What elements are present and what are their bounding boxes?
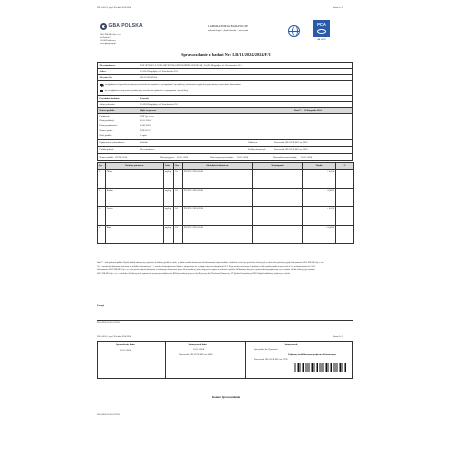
col-req: Wymagania <box>253 163 303 170</box>
row-method: PN-EN 17053:2018 <box>183 207 253 226</box>
start-label: Data rozpoczęcia badań: <box>210 155 234 159</box>
receiver-value: Pracownik GBA POLSKA nr 2032 <box>274 141 308 145</box>
row-method: PN-EN 17053:2018 <box>183 170 253 189</box>
detail-value: NAT/05/11 <box>140 128 151 132</box>
package-row <box>98 140 352 147</box>
sample-dates-row <box>98 154 352 162</box>
detail-value: 14.05.2025 <box>140 124 151 128</box>
company-logo-text: GBA POLSKA <box>108 23 143 29</box>
checked-label: Sprawdzenie dnia: <box>116 343 136 346</box>
authorized-by: Pracownik GBA POLSKA nr 2086 <box>179 353 213 356</box>
company-line: ul. Kotsisa 8 <box>100 37 111 39</box>
detail-value: 05.11.2024 <box>140 119 151 123</box>
approved-role: Specjalista ds. Żywności <box>254 348 278 351</box>
end-value: 26-11-2024 <box>301 155 313 159</box>
delivery-row <box>98 147 352 154</box>
lab-title: LABORATORIA BADAWCZE <box>207 24 249 28</box>
row-unit: mg/kg <box>164 225 174 244</box>
site-label: Adres pobrania: <box>99 102 116 106</box>
page-number: Strona 1 z 2 <box>333 7 343 9</box>
row-result: < 0,0050 <box>303 225 336 244</box>
client-value: NAT SPÓŁKA Z OGRANICZONĄ ODPOWIEDZIALNOŚCIĄ, 55-095 Długołęka, ul. Wrocławska 33/1 <box>140 63 242 67</box>
received-label: Data przyjęcia: <box>160 155 175 159</box>
table-row <box>98 188 354 207</box>
report-title: Sprawozdanie z badań Nr: LB/11/2024/2024/F/1 <box>181 52 271 57</box>
col-lp: Lp. <box>98 163 106 170</box>
sample-value: Bijki wieprzowe <box>140 108 157 112</box>
gba-logo-icon <box>100 23 107 30</box>
sample-label: Nazwa próbki: <box>99 108 115 112</box>
checked-date: 26-11-2024 <box>120 349 132 352</box>
lab-subtitle: mikrobiologia – fizykochemia – sensoryka <box>207 29 249 32</box>
row-param: Rtęć <box>106 225 164 244</box>
checkbox-empty-icon <box>100 90 103 93</box>
uncertainty-options <box>98 81 352 96</box>
sampler-label: Próbkę pobrał: <box>99 148 114 152</box>
form-code: FSL-0-05-01, wyd. 38 z dnia 28.08.2024 <box>97 336 131 338</box>
barcode-icon <box>294 363 346 372</box>
receiver-label: Odbiorca: <box>248 141 258 145</box>
detail-label: Data przydatności: <box>99 124 118 128</box>
footer-code: LB-5-SB-F-05-01-07/2024 <box>97 322 120 324</box>
remarks-label: Uwagi: <box>97 304 105 307</box>
order-value: LB/11/2024/2024 <box>140 75 157 79</box>
pca-badge-icon <box>313 20 330 37</box>
row-param: Kadm <box>106 188 164 207</box>
row-req <box>253 207 303 226</box>
table-row <box>98 170 354 189</box>
col-param: Badany parametr <box>106 163 164 170</box>
detail-value: NAT Sp. z o.o. <box>140 114 155 118</box>
checked-column <box>98 342 166 378</box>
row-req <box>253 225 303 244</box>
company-line: 55-040 Kobierzyce <box>100 40 116 42</box>
address-value: 55-095 Długołęka, ul. Wrocławska 33/1 <box>140 69 179 73</box>
detail-label: Numer partii: <box>99 128 113 132</box>
row-unit: mg/kg <box>164 188 174 207</box>
page-divider <box>97 320 353 321</box>
row-u <box>336 207 354 226</box>
col-method: Metodyka badania nr <box>183 163 253 170</box>
subject-value: Żywność <box>140 96 150 100</box>
signature-table <box>97 341 353 379</box>
bottom-code: LB-5-SB-F-05-01-07/2024 <box>97 414 120 416</box>
package-value: Pudełko <box>140 141 148 145</box>
authorized-column <box>166 342 246 378</box>
package-label: Opakowanie jednostkowe: <box>99 141 125 145</box>
sample-no-value: 32278/11/24 <box>115 155 127 159</box>
row-method: PN-EN 17053:2018 <box>183 225 253 244</box>
sample-date-value: 18 listopada 2024 <box>304 108 322 112</box>
row-lp: 1. <box>98 170 106 189</box>
approved-label: Autoryzował: <box>284 343 298 346</box>
col-u: U <box>336 163 354 170</box>
accreditation-number: AB 1095 <box>317 39 326 41</box>
row-lp: 2. <box>98 188 106 207</box>
row-method: PN-EN 17053:2018 <box>183 188 253 207</box>
detail-value: 1 opak. <box>140 133 148 137</box>
approved-column <box>246 342 354 378</box>
col-unit: Jedn. <box>164 163 174 170</box>
row-acc: AS <box>174 170 183 189</box>
delivered-label: Próbkę dostarczył: <box>248 148 266 152</box>
client-info-table <box>97 62 353 161</box>
option-text: uwzględniono niepewność pomiaru przy stwierdzeniu zgodności z wymaganiami / specyfikacją, zastosowano regułę decyzyjną opisaną w procedurze laboratorium <box>105 83 241 86</box>
report-page <box>95 3 357 447</box>
row-param: Arsen <box>106 207 164 226</box>
page-number: Strona 2 z 2 <box>333 336 343 338</box>
row-param: Ołów <box>106 170 164 189</box>
row-req <box>253 170 303 189</box>
address-label: Adres: <box>99 69 107 73</box>
row-result: 0,0032 <box>303 188 336 207</box>
pca-badge-text: PCA <box>317 22 326 27</box>
col-result: Wynik <box>303 163 336 170</box>
authorized-date: 26-11-2024 <box>193 348 205 351</box>
row-u <box>336 225 354 244</box>
row-u <box>336 188 354 207</box>
form-code: FSL-0-05-01, wyd. 38 z dnia 28.08.2024 <box>97 7 131 9</box>
col-acc: Akr. <box>174 163 183 170</box>
detail-label: Ilość próbki: <box>99 133 112 137</box>
row-acc: AS <box>174 225 183 244</box>
option-text: nie uwzględniono niepewności pomiaru przy stwierdzeniu zgodności z wymaganiami / specyfikacją <box>105 89 189 92</box>
certification-globe-icon <box>288 25 300 37</box>
sample-details <box>98 114 352 140</box>
detail-label: Producent: <box>99 114 110 118</box>
received-value: 20-11-2024 <box>177 155 189 159</box>
order-label: Zlecenie Nr: <box>99 75 113 79</box>
results-table <box>97 162 354 244</box>
company-line: www.gba-group.pl <box>100 43 116 45</box>
esign-note: Podpisany kwalifikowanym podpisem elektronicznym <box>288 354 336 356</box>
results-header <box>98 163 354 170</box>
footnote: AS – metoda akredytowana stosowana w siedzibie laboratorium; * – metoda nieakredytowana. Opinie i interpretacje nie są objęte zakresem akredytacji PCA. Niepewność rozszerzona U podana jest dla współczynnika rozszerzenia k=2 i poziomu ufności ok. 95%. <box>97 265 316 268</box>
row-lp: 3. <box>98 207 106 226</box>
row-result: < 0,010 <box>303 207 336 226</box>
approved-by: Pracownik GBA POLSKA nr 2796 <box>254 358 288 361</box>
start-value: 20-11-2024 <box>237 155 249 159</box>
footnote: Data** – data pobrania próbki. Wyniki badań odnoszą się wyłącznie do badanej próbki w stanie, w jakim została dostarczona do laboratorium. Sprawozdanie z badań nie może być powielane inaczej jak w całości bez pisemnej zgody Laboratorium GBA POLSKA Sp. z o.o. <box>97 262 324 264</box>
subject-label: Przedmiot badania: <box>99 96 120 100</box>
sample-date-label: Data**: <box>294 108 303 112</box>
client-label: Zleceniodawca: <box>99 63 116 67</box>
row-lp: 4. <box>98 225 106 244</box>
end-label: Data zakończenia badań: <box>273 155 297 159</box>
detail-label: Data produkcji: <box>99 119 115 123</box>
row-acc: AS <box>174 188 183 207</box>
authorized-label: Autoryzował dnia: <box>188 343 208 346</box>
sampler-value: Zleceniodawca <box>140 148 155 152</box>
row-unit: mg/kg <box>164 170 174 189</box>
table-row <box>98 207 354 226</box>
checkbox-checked-icon <box>100 84 103 87</box>
table-row <box>98 225 354 244</box>
footnotes <box>97 262 353 276</box>
end-of-report: Koniec Sprawozdania <box>211 395 241 399</box>
company-line: GBA POLSKA Sp. z o.o. <box>100 34 122 36</box>
row-acc: AS <box>174 207 183 226</box>
row-unit: mg/kg <box>164 207 174 226</box>
site-value: 55-095 Długołęka, ul. Wrocławska 33/1 <box>140 102 179 106</box>
row-req <box>253 188 303 207</box>
footnote: Laboratorium GBA POLSKA Sp. z o.o. nie ponosi odpowiedzialności za informacje dostarczone przez Zleceniodawcę, które mogą mieć wpływ na ważność wyników. Reklamacje dotyczące sprawozdania przyjmowane są w terminie 14 dni od daty jego wydania. <box>97 269 315 271</box>
row-result: < 0,010 <box>303 170 336 189</box>
sample-no-label: Numer próbki: <box>99 155 114 159</box>
footnote: GBA POLSKA Sp. z o.o. z siedzibą w Kobierzycach, wpisana do rejestru przedsiębiorców KRS prowadzonego przez Sąd Rejonowy dla Wrocławia-Fabrycznej, VI Wydział Gospodarczy KRS. Kapitał zakładowy wpłacony w całości. <box>97 272 291 275</box>
delivered-value: Pracownik GBA POLSKA nr 2032 <box>274 148 308 152</box>
row-u <box>336 170 354 189</box>
